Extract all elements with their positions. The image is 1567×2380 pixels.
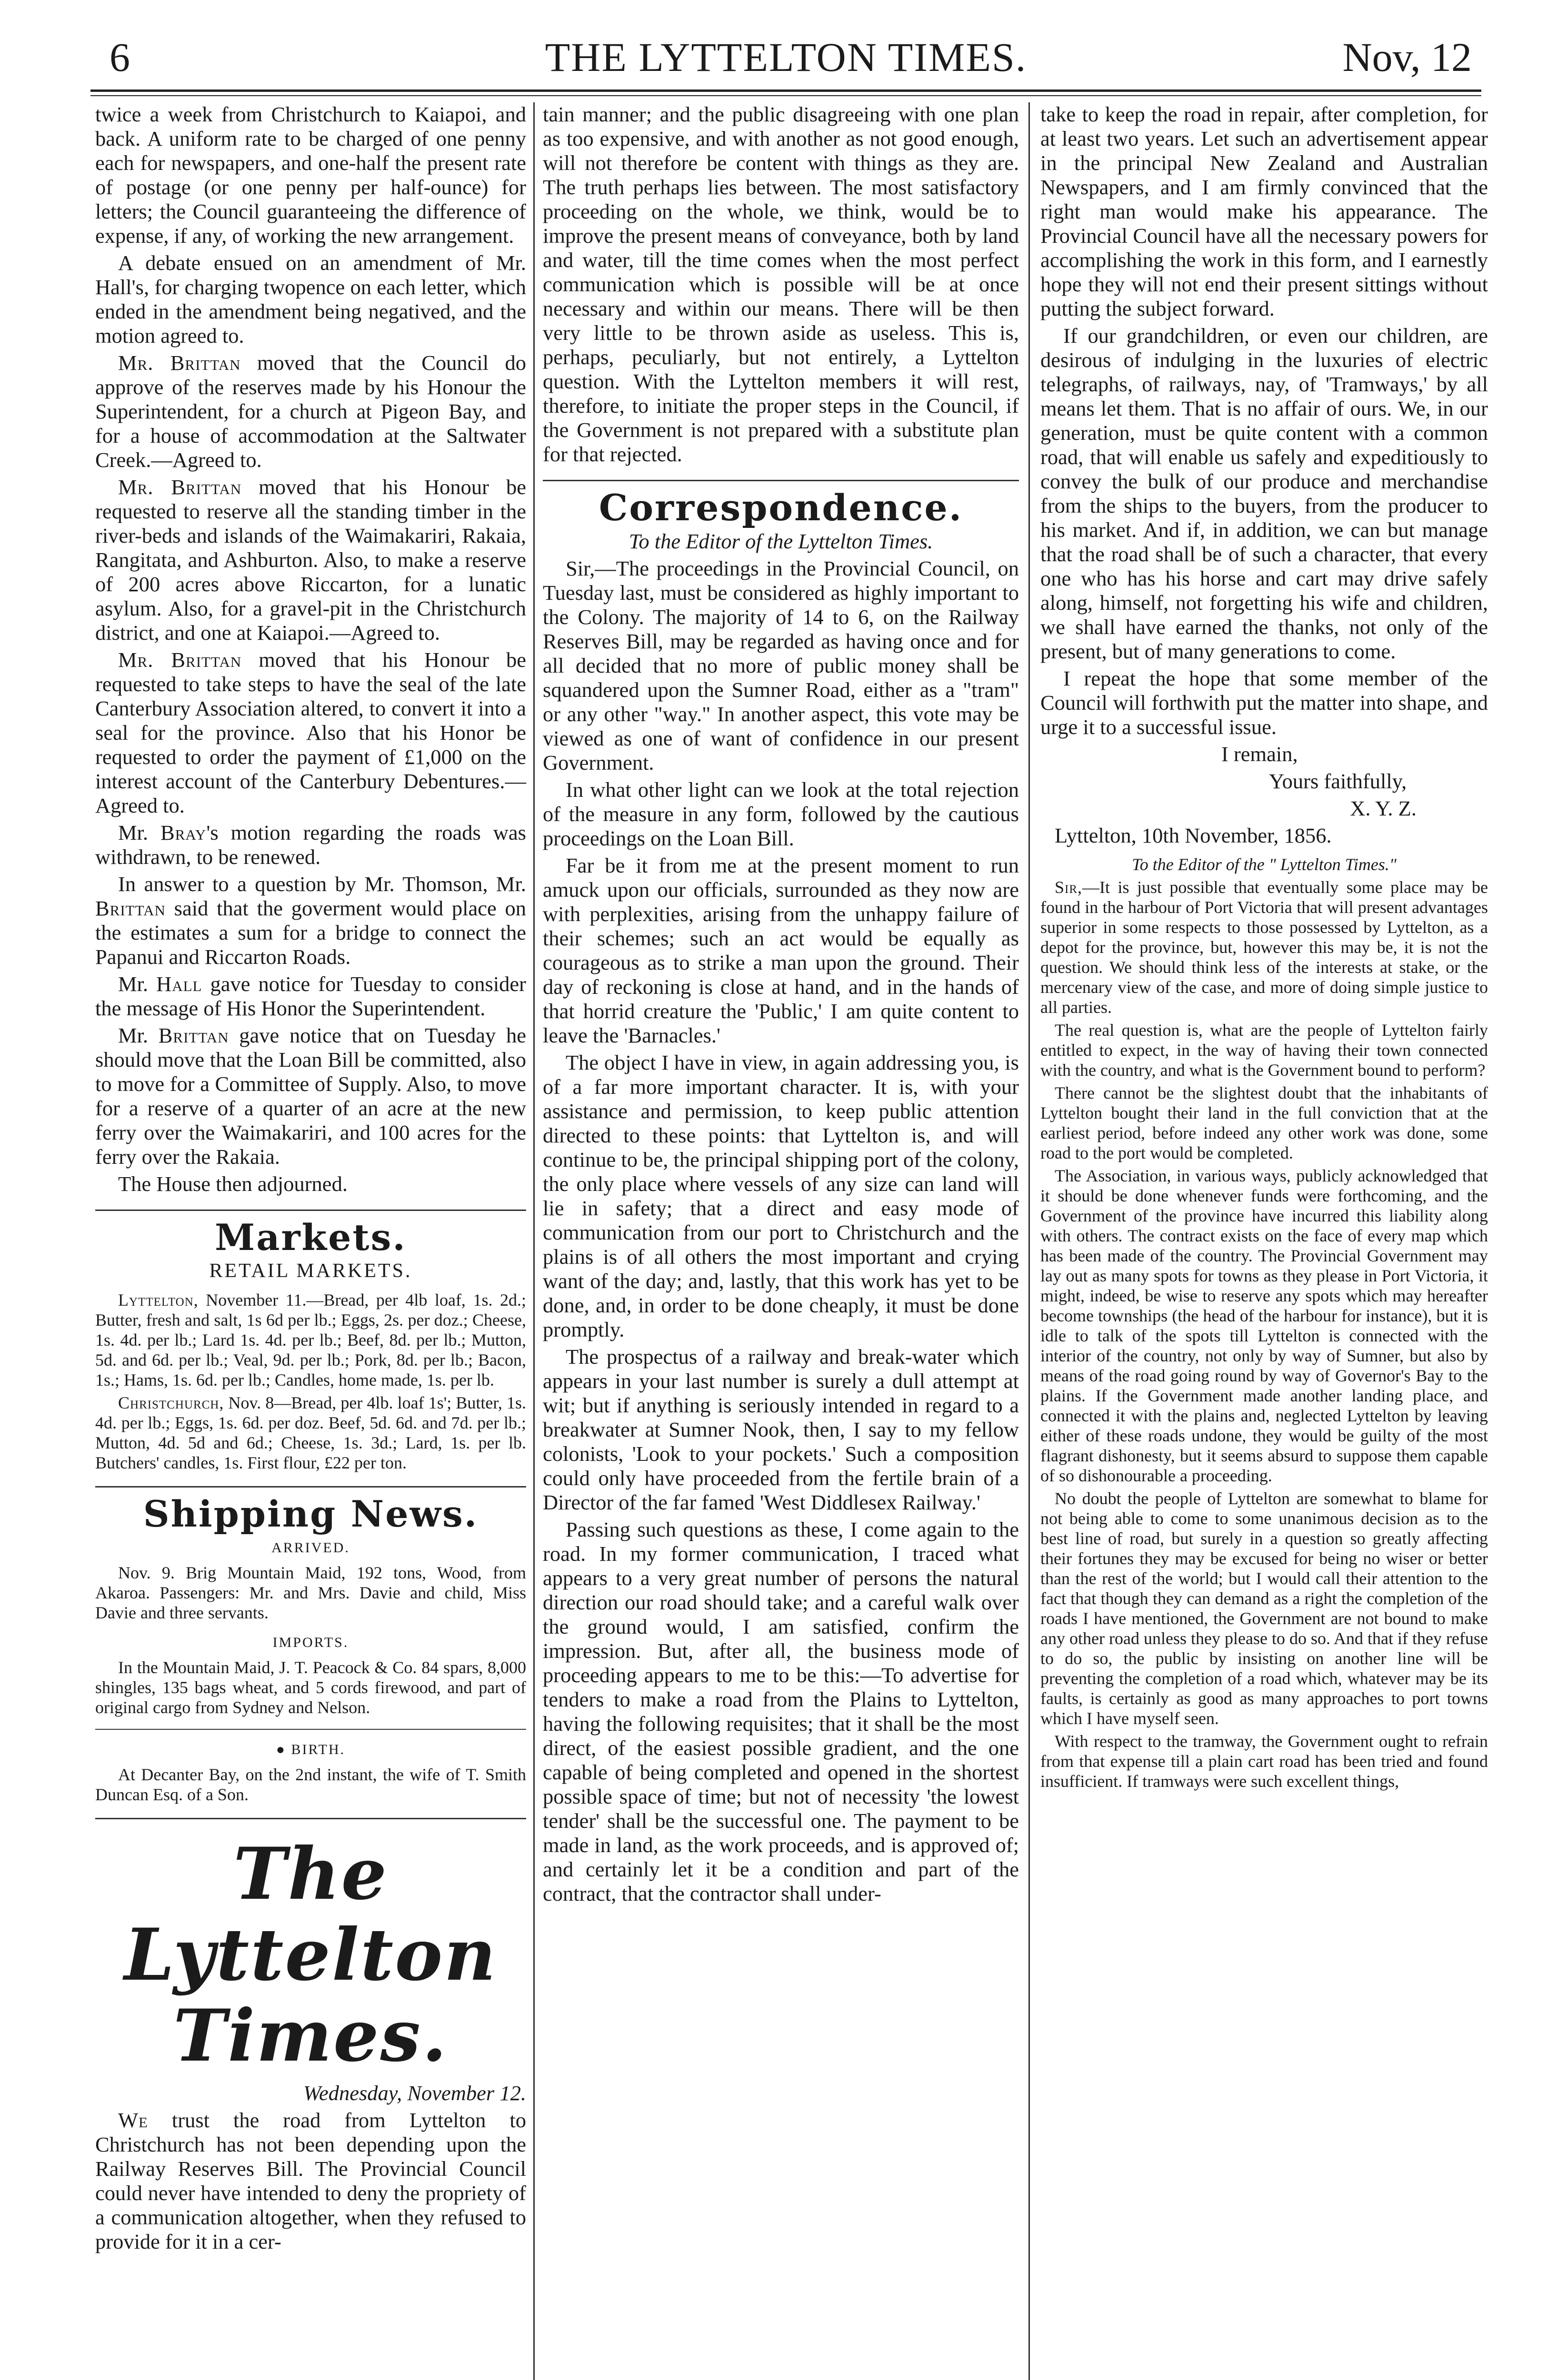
letter-paragraph: Passing such questions as these, I come again to the road. In my former communication, I traced what appears to a very great number of persons the natural direction our road should take; and a careful walk over the ground would, I am satisfied, confirm the impression. But, after all, the business mode of proceeding appears to me to be this:—To advertise for tenders to make a road from the Plains to Lyttelton, having the following requisites; that it shall be the most direct, of the easiest possible gradient, and the one capable of being completed and opened in the shortest possible space of time; but not of necessity 'the lowest tender' shall be the successful one. The payment to be made in land, as the work proceeds, and is approved of; and certainly let it be a condition and part of the contract, that the contractor shall under- — [543, 1517, 1019, 1905]
council-notice: Mr. Hall gave notice for Tuesday to consider the message of His Honor the Superintendent. — [95, 972, 527, 1020]
council-adjourned: The House then adjourned. — [118, 1172, 348, 1196]
masthead-rule-thin — [90, 95, 1481, 96]
letter-paragraph: I repeat the hope that some member of the Council will forthwith put the matter into shape, and urge it to a successful issue. — [1040, 666, 1488, 739]
correspondence-heading: Correspondence. — [599, 486, 963, 529]
lyttelton-prices: Lyttelton, November 11.—Bread, per 4lb loaf, 1s. 2d.; Butter, fresh and salt, 1s 6d per lb.; Eggs, 2s. per doz.; Cheese, 1s. 4d. per lb.; Lard 1s. 4d. per lb.; Beef, 8d. per lb.; Mutton, 5d. and 6d. per lb.; Veal, 9d. per lb.; Pork, 8d. per lb.; Bacon, 1s.; Hams, 1s. 6d. per lb.; Candles, home made, 1s. per lb. — [95, 1290, 526, 1389]
letter-paragraph: The object I have in view, in again addressing you, is of a far more important character. It is, with your assistance and permission, to keep public attention directed to these points: that Lyttelton is, and will continue to be, the principal shipping port of the colony, the only place where vessels of any size can land will lie in safety; that a direct and easy mode of communication from our port to Christchurch and the plains is of all others the most important and crying want of the day; and, lastly, that this work has yet to be done, and, in order to be done cheaply, it must be done promptly. — [543, 1051, 1019, 1341]
column-2 — [543, 102, 1019, 1909]
imports-text: In the Mountain Maid, J. T. Peacock & Co. 84 spars, 8,000 shingles, 135 bags wheat, and 5 cords firewood, and part of original cargo from Sydney and Nelson. — [95, 1658, 526, 1717]
council-motion: Mr. Brittan moved that the Council do approve of the reserves made by his Honour the Superintendent, for a church at Pigeon Bay, and for a house of accommodation at the Saltwater Creek.—Agreed to. — [95, 351, 526, 472]
section-rule — [95, 1486, 526, 1488]
column-divider — [533, 102, 535, 2380]
letter-paragraph: The Association, in various ways, publicly acknowledged that it should be done whenever funds were forthcoming, and the Government of the province have incurred this liability along with others. The contract exists on the face of every map which has been made of the country. The Provincial Government may lay out as many spots for towns as they please in Port Victoria, it might, indeed, be wise to reserve any spots which may hereafter become townships (the head of the harbour for instance), but it is idle to talk of the spots till Lyttelton is connected with the interior of the country, not only by way of Sumner, but also by means of the road going round by way of Governor's Bay to the plains. If the Government made another landing place, and connected it with the plains and, neglected Lyttelton by leaving either of these roads undone, they would be guilty of the most flagrant dishonesty, but it seems absurd to suppose them capable of so dishonourable a proceeding. — [1040, 1166, 1488, 1485]
letter-paragraph: In what other light can we look at the total rejection of the measure in any form, followed by the cautious proceedings on the Loan Bill. — [543, 778, 1019, 850]
letter-salutation-heading: To the Editor of the " Lyttelton Times." — [1132, 855, 1397, 874]
council-answer: In answer to a question by Mr. Thomson, Mr. Brittan said that the goverment would place on the estimates a sum for a bridge to connect the Papanui and Riccarton Roads. — [95, 872, 526, 969]
letter-closing: I remain, — [1221, 742, 1298, 766]
letter-paragraph: No doubt the people of Lyttelton are somewhat to blame for not being able to come to some unanimous decision as to the best line of road, but surely in a question so greatly affecting their fortunes they may be excused for being no wiser or better than the rest of the world; but I would call their attention to the fact that though they can demand as a right the completion of the roads I have mentioned, the Government are not bound to make any other road unless they please to do so. And that if they refuse to do so, the public by insisting on another line will be preventing the completion of a road which, whatever may be its faults, is certainly as good as many approaches to port towns which I have myself seen. — [1040, 1489, 1488, 1728]
letter-paragraph: Far be it from me at the present moment to run amuck upon our officials, surrounded as they now are with perplexities, arising from the unhappy failure of their schemes; such an act would be equally as courageous as to strike a man upon the ground. Their day of reckoning is close at hand, and in the hands of that horrid creature the 'Public,' I am quite content to leave the 'Barnacles.' — [543, 853, 1019, 1047]
masthead-rule — [90, 89, 1481, 92]
letter-dateline: Lyttelton, 10th November, 1856. — [1055, 823, 1332, 847]
council-debate: A debate ensued on an amendment of Mr. Hall's, for charging twopence on each letter, which ended in the amendment being negatived, and the motion agreed to. — [95, 251, 526, 347]
council-motion: Mr. Brittan moved that his Honour be requested to take steps to have the seal of the late Canterbury Association altered, to convert it into a seal for the province. Also that his Honor be requested to order the payment of £1,000 on the interest account of the Canterbury Debentures.—Agreed to. — [95, 648, 527, 817]
letter-paragraph: The real question is, what are the people of Lyttelton fairly entitled to expect, in the way of having their town connected with the country, and what is the Government bound to perform? — [1040, 1021, 1488, 1080]
imports-heading: IMPORTS. — [272, 1635, 349, 1650]
editorial-date: Wednesday, November 12. — [303, 2081, 526, 2105]
column-1 — [95, 102, 526, 2257]
section-rule — [95, 1729, 526, 1730]
letter-paragraph: If our grandchildren, or even our children, are desirous of indulging in the luxuries of electric telegraphs, of railways, nay, of 'Tramways,' by all means let them. That is no affair of ours. We, in our generation, must be quite content with a common road, that will enable us safely and expeditiously to convey the bulk of our produce and merchandise from the ships to the buyers, from the producer to his market. And if, in addition, we can but manage that the road shall be of such a character, that every one who has his horse and cart may drive safely along, himself, not forgetting his wife and children, we shall have earned the thanks, not only of the present, but of many generations to come. — [1040, 324, 1488, 663]
column-divider — [1028, 102, 1030, 2380]
column-3 — [1040, 102, 1488, 1794]
birth-text: At Decanter Bay, on the 2nd instant, the wife of T. Smith Duncan Esq. of a Son. — [95, 1765, 526, 1804]
retail-markets-heading: RETAIL MARKETS. — [209, 1260, 412, 1282]
newspaper-title: THE LYTTELTON TIMES. — [545, 34, 1027, 80]
editorial-masthead: The Lyttelton Times. — [124, 1832, 498, 2078]
letter-paragraph: With respect to the tramway, the Government ought to refrain from that expense till a plain cart road has been tried and found insufficient. If tramways were such excellent things, — [1040, 1732, 1488, 1791]
letter-salutation-heading: To the Editor of the Lyttelton Times. — [629, 529, 933, 553]
christchurch-prices: Christchurch, Nov. 8—Bread, per 4lb. loaf 1s'; Butter, 1s. 4d. per lb.; Eggs, 1s. 6d. per doz. Beef, 5d. 6d. and 7d. per lb.; Mutton, 4d. 5d and 6d.; Cheese, 1s. 3d.; Lard, 1s. per lb. Butchers' candles, 1s. First flour, £22 per ton. — [95, 1393, 526, 1472]
section-rule — [95, 1818, 526, 1819]
letter-paragraph: The prospectus of a railway and break-water which appears in your last number is surely a dull attempt at wit; but if anything is seriously intended in regard to a breakwater at Sumner Nook, then, I say to my fellow colonists, 'Look to your pockets.' Such a composition could only have proceeded from the fertile brain of a Director of the far famed 'West Diddlesex Railway.' — [543, 1345, 1019, 1514]
page-number: 6 — [110, 34, 130, 80]
letter-signature: X. Y. Z. — [1350, 796, 1417, 820]
issue-date: Nov, 12 — [1342, 34, 1472, 80]
shipping-news-heading: Shipping News. — [143, 1493, 479, 1535]
letter-paragraph: There cannot be the slightest doubt that the inhabitants of Lyttelton bought their land in the full conviction that at the earliest period, before indeed any other work was done, some road to the port would be completed. — [1040, 1083, 1488, 1162]
editorial-text: We trust the road from Lyttelton to Christchurch has not been depending upon the Railway Reserves Bill. The Provincial Council could never have intended to deny the propriety of a communication altogether, when they refused to provide for it in a cer- — [95, 2108, 526, 2253]
section-rule — [543, 480, 1019, 481]
arrived-heading: ARRIVED. — [271, 1540, 350, 1556]
council-motion: Mr. Brittan moved that his Honour be requested to reserve all the standing timber in the river-beds and islands of the Waimakariri, Rakaia, Rangitata, and Ashburton. Also, to make a reserve of 200 acres above Riccarton, for a lunatic asylum. Also, for a gravel-pit in the Christchurch district, and one at Kaiapoi.—Agreed to. — [95, 475, 527, 645]
letter-continued: take to keep the road in repair, after completion, for at least two years. Let such an advertisement appear in the principal New Zealand and Australian Newspapers, and I am firmly convinced that the right man would make his appearance. The Provincial Council have all the necessary powers for accomplishing the work in this form, and I earnestly hope they will not end their present sittings without putting the subject forward. — [1040, 102, 1488, 320]
markets-heading: Markets. — [215, 1216, 407, 1259]
council-motion: Mr. Bray's motion regarding the roads was withdrawn, to be renewed. — [95, 821, 526, 869]
editorial-continued: tain manner; and the public disagreeing with one plan as too expensive, and with another as not good enough, will not therefore be content with things as they are. The truth perhaps lies between. The most satisfactory proceeding on the whole, we think, would be to improve the present means of conveyance, both by land and water, till the time comes when the most perfect communication which is possible will be at once necessary and within our means. There will be then very little to be thrown aside as useless. This is, perhaps, peculiarly, but not entirely, a Lyttelton question. With the Lyttelton members it will rest, therefore, to initiate the proper steps in the Council, if the Government is not prepared with a substitute plan for that rejected. — [543, 102, 1019, 466]
section-rule — [95, 1210, 526, 1211]
letter-paragraph: Sir,—It is just possible that eventually some place may be found in the harbour of Port Victoria that will present advantages superior in some respects to those possessed by Lyttelton, as a depot for the province, but, however this may be, it is not the question. We should think less of the interests at stake, or the mercenary view of the case, and more of doing simple justice to all parties. — [1040, 878, 1488, 1017]
council-report-continued: twice a week from Christchurch to Kaiapoi, and back. A uniform rate to be charged of one penny each for newspapers, and one-half the present rate of postage (or one penny per half-ounce) for letters; the Council guaranteeing the difference of expense, if any, of working the new arrangement. — [95, 102, 526, 248]
arrived-text: Nov. 9. Brig Mountain Maid, 192 tons, Wood, from Akaroa. Passengers: Mr. and Mrs. Davie and child, Miss Davie and three servants. — [95, 1563, 526, 1622]
birth-heading: ● BIRTH. — [276, 1742, 346, 1757]
masthead — [90, 29, 1481, 81]
letter-paragraph: Sir,—The proceedings in the Provincial Council, on Tuesday last, must be considered as highly important to the Colony. The majority of 14 to 6, on the Railway Reserves Bill, may be regarded as having once and for all decided that no more of public money shall be squandered upon the Sumner Road, either as a "tram" or any other "way." In another aspect, this vote may be viewed as one of want of confidence in our present Government. — [543, 556, 1019, 774]
council-notice: Mr. Brittan gave notice that on Tuesday he should move that the Loan Bill be committed, also to move for a Committee of Supply. Also, to move for a reserve of a quarter of an acre at the new ferry over the Waimakariri, and 100 acres for the ferry over the Rakaia. — [95, 1023, 526, 1169]
letter-closing: Yours faithfully, — [1269, 769, 1407, 793]
